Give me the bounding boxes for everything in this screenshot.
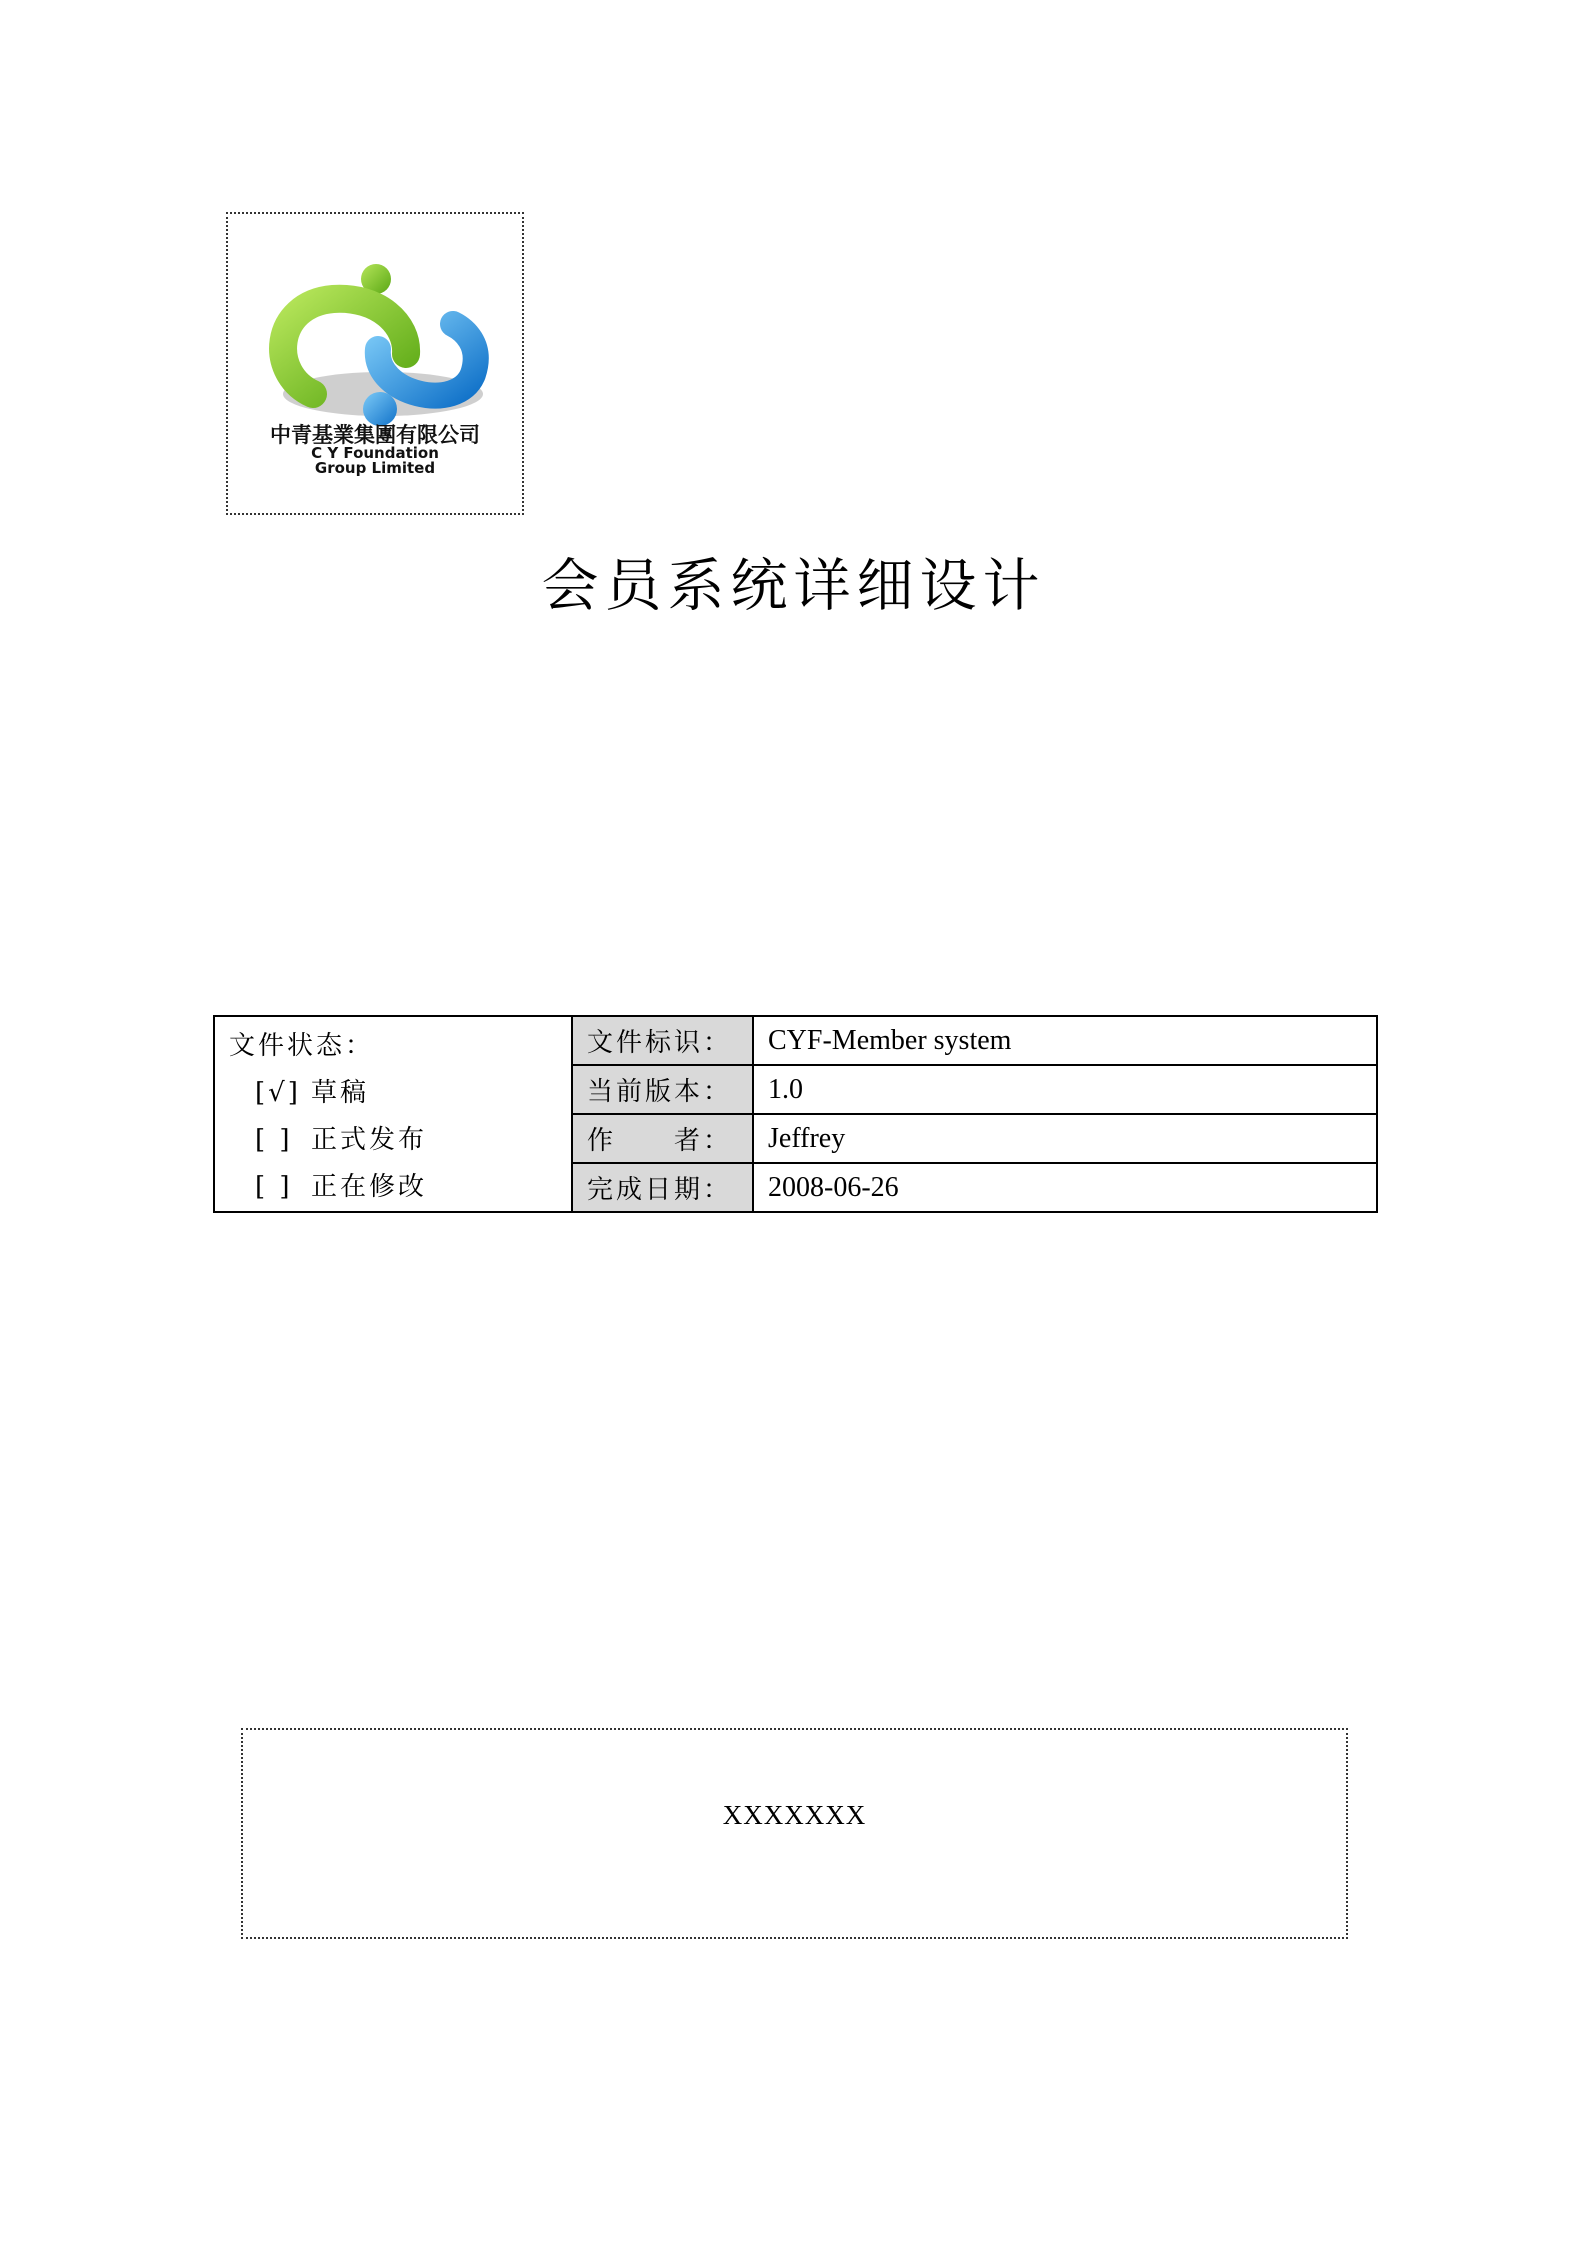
cy-foundation-logo-icon (258, 244, 498, 434)
status-checkbox: [ ] (255, 1125, 293, 1155)
status-option-modifying (229, 1164, 557, 1211)
file-status-cell (214, 1016, 572, 1212)
status-option-label: 正式发布 (311, 1125, 428, 1155)
logo-company-name-cn: 中青基業集團有限公司 (270, 423, 480, 447)
completion-date-value: 2008-06-26 (753, 1163, 1377, 1212)
footer-text: XXXXXXX (722, 1800, 867, 1830)
document-title: 会员系统详细设计 (541, 553, 1046, 619)
status-option-released (229, 1117, 557, 1164)
status-option-label: 正在修改 (311, 1172, 428, 1202)
file-id-label: 文件标识： (572, 1016, 753, 1065)
version-value: 1.0 (753, 1065, 1377, 1114)
table-row (214, 1016, 1377, 1065)
author-value: Jeffrey (753, 1114, 1377, 1163)
completion-date-label: 完成日期： (572, 1163, 753, 1212)
status-option-label: 草稿 (311, 1078, 370, 1108)
status-checkbox-checked: [√] (255, 1078, 301, 1108)
logo-company-name-en (228, 446, 522, 476)
company-logo-box (226, 212, 524, 515)
document-info-table (213, 1015, 1378, 1213)
logo-en-line2: Group Limited (314, 459, 436, 477)
status-checkbox: [ ] (255, 1172, 293, 1202)
author-label: 作 者： (572, 1114, 753, 1163)
footer-box (241, 1728, 1348, 1939)
logo-en-line1: C Y Foundation (311, 444, 439, 462)
version-label: 当前版本： (572, 1065, 753, 1114)
file-id-value: CYF-Member system (753, 1016, 1377, 1065)
file-status-label: 文件状态： (229, 1031, 375, 1061)
status-option-draft (229, 1070, 557, 1117)
